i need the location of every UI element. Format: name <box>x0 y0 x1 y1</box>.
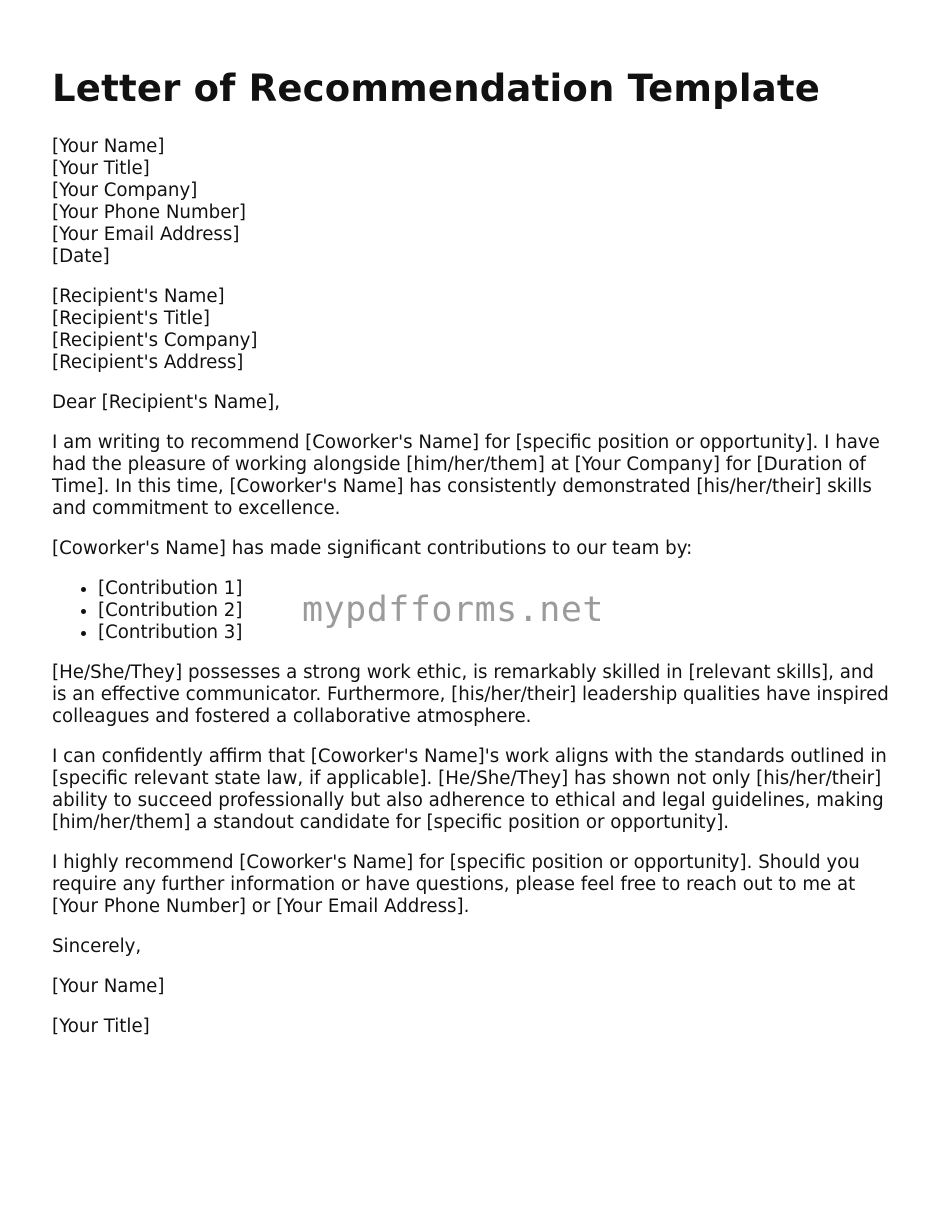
paragraph-intro: I am writing to recommend [Coworker's Name] for [specific position or opportunity]. I have had the pleasure of working alongside [him/her/them] at [Your Company] for [Duration of Time]. In this time, [Coworker's Name] has consistently demonstrated [his/her/their] skills and commitment to excellence. <box>52 432 880 519</box>
signature-title: [Your Title] <box>52 1016 150 1037</box>
sender-phone: [Your Phone Number] <box>52 202 246 223</box>
recipient-address: [Recipient's Address] <box>52 352 244 373</box>
recipient-name: [Recipient's Name] <box>52 286 225 307</box>
letter-document <box>52 66 892 1056</box>
sender-email: [Your Email Address] <box>52 224 240 245</box>
recipient-title: [Recipient's Title] <box>52 308 210 329</box>
salutation: Dear [Recipient's Name], <box>52 392 280 413</box>
sender-title: [Your Title] <box>52 158 150 179</box>
sender-name: [Your Name] <box>52 136 165 157</box>
paragraph-affirmation: I can confidently affirm that [Coworker's Name]'s work aligns with the standards outlined in [specific relevant state law, if applicable]. [He/She/They] has shown not only [his/her/their] ability to succeed professionally but also adherence to ethical and legal guidelines, making [him/her/them] a standout candidate for [specific position or opportunity]. <box>52 746 887 833</box>
watermark-text: mypdfforms.net <box>302 590 605 630</box>
letter-date: [Date] <box>52 246 110 267</box>
sender-block <box>52 136 892 268</box>
recipient-block <box>52 286 892 374</box>
page-title: Letter of Recommendation Template <box>52 67 821 110</box>
contributions-intro: [Coworker's Name] has made significant contributions to our team by: <box>52 538 693 559</box>
paragraph-recommendation: I highly recommend [Coworker's Name] for [specific position or opportunity]. Should you require any further information or have questions, please feel free to reach out to me at [Your Phone Number] or [Your Email Address]. <box>52 852 860 917</box>
paragraph-qualities: [He/She/They] possesses a strong work ethic, is remarkably skilled in [relevant skills], and is an effective communicator. Furthermore, [his/her/their] leadership qualities have inspired colleagues and fostered a collaborative atmosphere. <box>52 662 889 727</box>
closing: Sincerely, <box>52 936 142 957</box>
list-item: • [Contribution 2] <box>98 600 892 622</box>
sender-company: [Your Company] <box>52 180 198 201</box>
list-item: • [Contribution 1] <box>98 578 892 600</box>
recipient-company: [Recipient's Company] <box>52 330 258 351</box>
signature-name: [Your Name] <box>52 976 165 997</box>
list-item: • [Contribution 3] <box>98 622 892 644</box>
